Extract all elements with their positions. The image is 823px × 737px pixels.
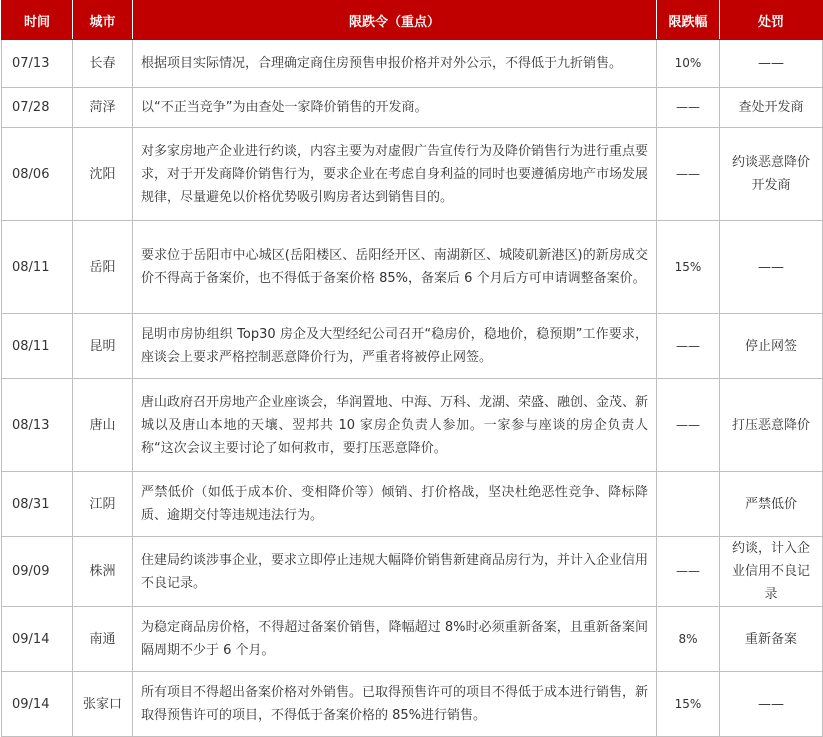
table-row xyxy=(2,472,823,537)
row-limit: —— xyxy=(657,88,720,128)
row-penalty: 停止网签 xyxy=(720,314,823,379)
row-date: 09/14 xyxy=(2,607,73,672)
row-penalty: —— xyxy=(720,221,823,314)
row-limit: 15% xyxy=(657,221,720,314)
row-description: 以“不正当竞争”为由查处一家降价销售的开发商。 xyxy=(133,88,657,128)
row-limit: —— xyxy=(657,379,720,472)
row-date: 08/11 xyxy=(2,314,73,379)
header-penalty: 处罚 xyxy=(720,1,823,40)
row-penalty: 打压恶意降价 xyxy=(720,379,823,472)
row-penalty: 约谈，计入企业信用不良记录 xyxy=(720,537,823,607)
row-city: 江阴 xyxy=(73,472,133,537)
row-penalty: 重新备案 xyxy=(720,607,823,672)
row-date: 09/14 xyxy=(2,672,73,737)
row-city: 菏泽 xyxy=(73,88,133,128)
row-description: 昆明市房协组织 Top30 房企及大型经纪公司召开“稳房价，稳地价，稳预期”工作要求，座谈会上要求严格控制恶意降价行为，严重者将被停止网签。 xyxy=(133,314,657,379)
row-description: 所有项目不得超出备案价格对外销售。已取得预售许可的项目不得低于成本进行销售，新取得预售许可的项目，不得低于备案价格的 85%进行销售。 xyxy=(133,672,657,737)
table-body xyxy=(2,40,823,737)
table-row xyxy=(2,379,823,472)
row-date: 07/13 xyxy=(2,40,73,88)
row-limit: 8% xyxy=(657,607,720,672)
row-description: 对多家房地产企业进行约谈，内容主要为对虚假广告宣传行为及降价销售行为进行重点要求，对于开发商降价销售行为，要求企业在考虑自身利益的同时也要遵循房地产市场发展规律，尽量避免以价格优势吸引购房者达到销售目的。 xyxy=(133,128,657,221)
row-penalty: —— xyxy=(720,672,823,737)
row-date: 08/11 xyxy=(2,221,73,314)
row-penalty: 严禁低价 xyxy=(720,472,823,537)
row-description: 根据项目实际情况，合理确定商住房预售申报价格并对外公示，不得低于九折销售。 xyxy=(133,40,657,88)
row-date: 09/09 xyxy=(2,537,73,607)
row-city: 张家口 xyxy=(73,672,133,737)
table-row xyxy=(2,314,823,379)
row-limit: 15% xyxy=(657,672,720,737)
row-limit: 10% xyxy=(657,40,720,88)
row-penalty: —— xyxy=(720,40,823,88)
price-limit-table xyxy=(1,0,823,737)
row-description: 为稳定商品房价格，不得超过备案价销售，降幅超过 8%时必须重新备案，且重新备案间隔周期不少于 6 个月。 xyxy=(133,607,657,672)
table-row xyxy=(2,672,823,737)
row-city: 南通 xyxy=(73,607,133,672)
table-row xyxy=(2,88,823,128)
row-limit: —— xyxy=(657,537,720,607)
header-date: 时间 xyxy=(2,1,73,40)
row-city: 唐山 xyxy=(73,379,133,472)
row-city: 昆明 xyxy=(73,314,133,379)
table-row xyxy=(2,221,823,314)
header-description: 限跌令（重点） xyxy=(133,1,657,40)
row-city: 岳阳 xyxy=(73,221,133,314)
table-header xyxy=(2,1,823,40)
table-row xyxy=(2,128,823,221)
header-city: 城市 xyxy=(73,1,133,40)
table-row xyxy=(2,537,823,607)
row-limit: —— xyxy=(657,128,720,221)
row-penalty: 约谈恶意降价开发商 xyxy=(720,128,823,221)
row-city: 长春 xyxy=(73,40,133,88)
row-city: 株洲 xyxy=(73,537,133,607)
row-limit xyxy=(657,472,720,537)
row-description: 要求位于岳阳市中心城区(岳阳楼区、岳阳经开区、南湖新区、城陵矶新港区)的新房成交价不得高于备案价，也不得低于备案价格 85%，备案后 6 个月后方可申请调整备案价。 xyxy=(133,221,657,314)
header-row xyxy=(2,1,823,40)
row-date: 07/28 xyxy=(2,88,73,128)
row-description: 唐山政府召开房地产企业座谈会，华润置地、中海、万科、龙湖、荣盛、融创、金茂、新城以及唐山本地的天壤、翌邦共 10 家房企负责人参加。一家参与座谈的房企负责人称“这次会议主要讨论了如何救市，要打压恶意降价。 xyxy=(133,379,657,472)
row-description: 住建局约谈涉事企业，要求立即停止违规大幅降价销售新建商品房行为，并计入企业信用不良记录。 xyxy=(133,537,657,607)
row-description: 严禁低价（如低于成本价、变相降价等）倾销、打价格战，坚决杜绝恶性竞争、降标降质、逾期交付等违规违法行为。 xyxy=(133,472,657,537)
row-limit: —— xyxy=(657,314,720,379)
row-penalty: 查处开发商 xyxy=(720,88,823,128)
row-date: 08/06 xyxy=(2,128,73,221)
row-date: 08/31 xyxy=(2,472,73,537)
header-limit: 限跌幅 xyxy=(657,1,720,40)
table-row xyxy=(2,40,823,88)
row-city: 沈阳 xyxy=(73,128,133,221)
table-row xyxy=(2,607,823,672)
row-date: 08/13 xyxy=(2,379,73,472)
